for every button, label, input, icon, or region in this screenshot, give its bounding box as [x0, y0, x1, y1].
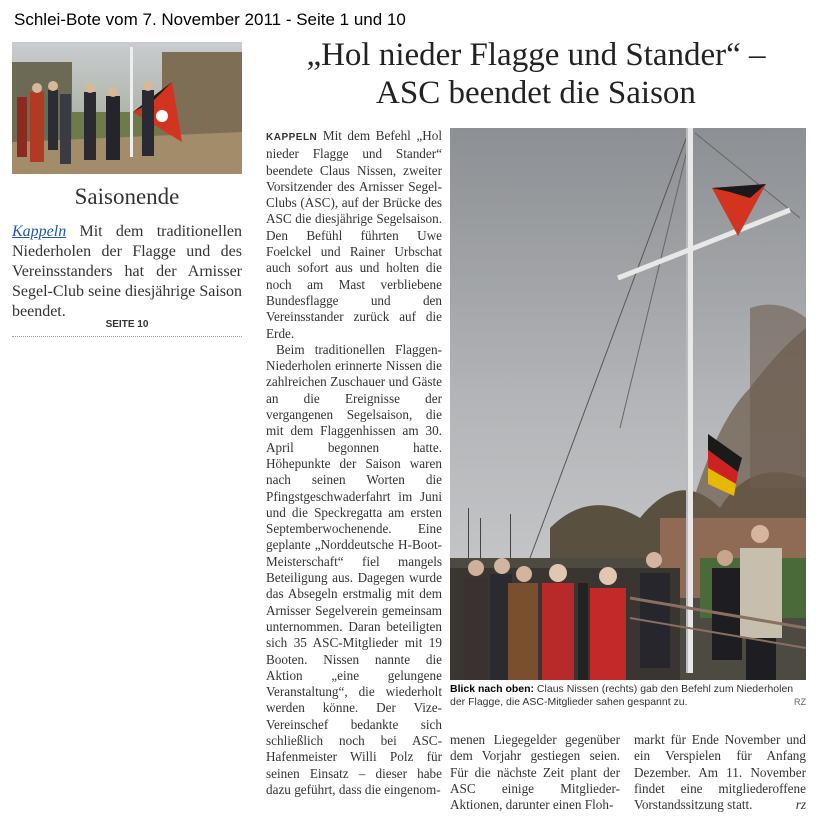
article-dateline: KAPPELN: [266, 132, 318, 143]
headline-line-1: „Hol nieder Flagge und Stander“ –: [306, 37, 766, 73]
teaser-body: Mit dem traditionellen Niederholen der Flagge und des Vereinsstanders hat der Arnisser Segel-Club seine diesjährige Saison beendet.: [12, 223, 242, 320]
article-column-3: [634, 732, 806, 813]
headline-line-2: ASC beendet die Saison: [376, 75, 696, 111]
caption-lead: Blick nach oben:: [450, 683, 535, 695]
author-signature: rz: [795, 797, 806, 813]
article-column-2: [450, 732, 620, 813]
article-paragraph-1: Mit dem Befehl „Hol nieder Flagge und Stander“ beendete Claus Nissen, zweiter Vorsitzender des Arnisser Segel-Clubs (ASC), auf der Brücke des ASC die diesjährige Segelsaison. Den Befühl führten Uwe Foelckel und Rainer Urbschat auch sofort aus und holten die noch am Mast verbliebene Bundesflagge und den Vereinsstander zurück auf die Erde.: [266, 128, 442, 341]
caption-credit: RZ: [794, 697, 806, 707]
teaser-text: [12, 222, 242, 322]
teaser-title: Saisonende: [74, 184, 180, 209]
teaser-divider: [12, 336, 242, 337]
photo-caption: [450, 683, 806, 709]
teaser-photo: [12, 42, 242, 174]
caption-text: Claus Nissen (rechts) gab den Befehl zum Niederholen der Flagge, die ASC-Mitglieder sahen gespannt zu.: [450, 683, 794, 708]
article-headline: [262, 36, 810, 112]
article-photo: [450, 128, 806, 680]
article-column-2-text: menen Liegegelder gegenüber dem Vorjahr gestiegen seien. Für die nächste Zeit plant der ASC einige Mitglieder-Aktionen, darunter einen Floh-: [450, 732, 620, 813]
article-paragraph-2: Beim traditionellen Flaggen-Niederholen erinnerte Nissen die zahlreichen Zuschauer und Gäste an die Ereignisse der vergangenen Segelsaison, die mit dem Flaggenhissen am 30. April begonnen hatte. Höhepunkte der Saison waren nach seinen Worten die Pfingstgeschwaderfahrt im Juni und die Speckregatta am ersten Septemberwochenende. Eine geplante „Norddeutsche H-Boot-Meisterschaft“ fiel mangels Beteiligung aus. Dagegen wurde das Absegeln erstmalig mit dem Arnisser Segelverein gemeinsam unternommen. Daran beteiligten sich 35 ASC-Mitglieder mit 19 Booten. Nissen nannte die Aktion „eine gelungene Veranstaltung“, die wiederholt werden könne. Der Vize-Vereinschef bedankte sich schließlich noch bei ASC-Hafenmeister Willi Polz für seinen Einsatz – dieser habe dazu geführt, dass die eingenom-: [266, 341, 442, 797]
article-column-3-text: markt für Ende November und ein Verspielen für Anfang Dezember. Am 11. November findet eine mitgliederoffene Vorstandssitzung statt.: [634, 732, 806, 813]
article-column-1: [266, 128, 442, 814]
teaser-place-link[interactable]: Kappeln: [12, 223, 67, 240]
publication-header: Schlei-Bote vom 7. November 2011 - Seite 1 und 10: [14, 10, 406, 29]
teaser-page-ref: SEITE 10: [105, 319, 149, 330]
